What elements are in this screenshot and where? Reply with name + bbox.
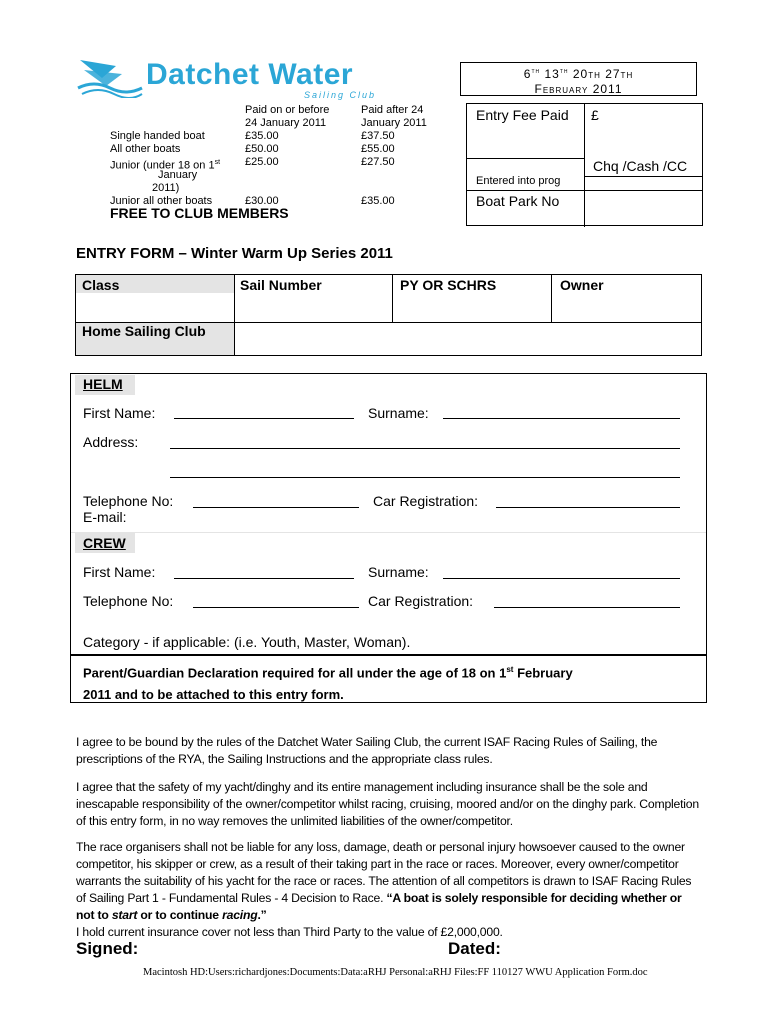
file-path-footer: Macintosh HD:Users:richardjones:Documents:Data:aRHJ Personal:aRHJ Files:FF 110127 WWU Application Form.doc [143, 967, 648, 978]
payment-method: Chq /Cash /CC [593, 158, 688, 174]
entry-fee-label: Entry Fee Paid [476, 107, 569, 123]
form-title: ENTRY FORM – Winter Warm Up Series 2011 [76, 245, 393, 262]
py-input[interactable] [394, 294, 550, 321]
helm-first-name-label: First Name: [83, 405, 156, 421]
agreement-paragraph-3: The race organisers shall not be liable for any loss, damage, death or personal injury howsoever caused to the owner competitor, his skipper or crew, as a result of their taking part in the race or races. Moreover, every owner/competitor warrants the suitability of his yacht for the race or races. The attention of all competitors is drawn to ISAF Racing Rules of Sailing Part 1 - Fundamental Rules - 4 Decision to Race. “A boat is solely responsible for deciding whether or not to start or to continue racing.” I hold current insurance cover not less than Third Party to the value of £2,000,000. [76, 840, 692, 939]
parent-declaration: Parent/Guardian Declaration required for all under the age of 18 on 1st February 2011 and to be attached to this entry form. [83, 665, 573, 703]
owner-input[interactable] [553, 294, 700, 321]
crew-telephone-field[interactable] [193, 607, 359, 608]
crew-surname-label: Surname: [368, 564, 429, 580]
boat-grid [75, 274, 702, 356]
free-to-members: FREE TO CLUB MEMBERS [110, 205, 289, 221]
helm-address-label: Address: [83, 434, 139, 450]
dated-label: Dated: [448, 939, 501, 958]
club-logo [76, 56, 144, 103]
fee-value: £35.00 [361, 195, 395, 207]
crew-car-field[interactable] [494, 607, 680, 608]
crew-heading: CREW [83, 535, 126, 551]
logo-name: Datchet Water [146, 58, 354, 91]
category-text: Category - if applicable: (i.e. Youth, Master, Woman). [83, 634, 411, 650]
helm-address-line1[interactable] [170, 448, 680, 449]
helm-first-name-field[interactable] [174, 418, 354, 419]
fee-value: £27.50 [361, 156, 395, 168]
helm-car-field[interactable] [496, 507, 680, 508]
entered-into-prog: Entered into prog [476, 175, 561, 187]
fee-junior-cont: January [158, 169, 198, 181]
fee-row-other: All other boats [110, 143, 181, 155]
boat-park-label: Boat Park No [476, 193, 560, 209]
fee-header-before: Paid on or before 24 January 2011 [245, 104, 330, 129]
fee-value: £37.50 [361, 130, 395, 142]
owner-header: Owner [560, 277, 604, 293]
fee-value: £25.00 [245, 156, 279, 168]
crew-telephone-label: Telephone No: [83, 593, 174, 609]
helm-address-line2[interactable] [170, 477, 680, 478]
fee-value: £55.00 [361, 143, 395, 155]
helm-surname-field[interactable] [443, 418, 680, 419]
fee-header-after: Paid after 24 January 2011 [361, 104, 427, 129]
sail-number-input[interactable] [236, 294, 391, 321]
fee-value: £35.00 [245, 130, 279, 142]
helm-heading: HELM [83, 376, 123, 392]
agreement-paragraph-1: I agree to be bound by the rules of the Datchet Water Sailing Club, the current ISAF Racing Rules of Sailing, the prescriptions of the RYA, the Sailing Instructions and the appropriate class rules. [76, 735, 658, 766]
crew-car-label: Car Registration: [368, 593, 474, 609]
fee-junior-cont: 2011) [152, 182, 180, 194]
logo-subtitle: Sailing Club [304, 90, 377, 100]
helm-telephone-field[interactable] [193, 507, 359, 508]
sail-number-header: Sail Number [240, 277, 322, 293]
office-use-box [466, 103, 703, 226]
crew-first-name-field[interactable] [174, 578, 354, 579]
helm-email-label: E-mail: [83, 509, 127, 525]
helm-telephone-label: Telephone No: [83, 493, 174, 509]
agreement-paragraph-2: I agree that the safety of my yacht/dinghy and its entire management including insurance shall be the sole and inescapable responsibility of the owner/competitor whilst racing, cruising, moored and/or on the dinghy park. Completion of this entry form, in no way removes the unlimited liabilities of the owner/competitor. [76, 780, 699, 828]
signed-label: Signed: [76, 939, 139, 958]
crew-surname-field[interactable] [443, 578, 680, 579]
home-club-label: Home Sailing Club [82, 323, 206, 339]
crew-first-name-label: First Name: [83, 564, 156, 580]
fee-row-junior: Junior (under 18 on 1st [110, 159, 221, 172]
helm-surname-label: Surname: [368, 405, 429, 421]
class-input[interactable] [77, 294, 233, 321]
helm-car-label: Car Registration: [373, 493, 479, 509]
py-header: PY OR SCHRS [400, 277, 497, 293]
fee-row-single: Single handed boat [110, 130, 205, 142]
fee-row-junior-other: Junior all other boats [110, 195, 213, 207]
home-club-input[interactable] [236, 324, 700, 354]
series-dates: 6th 13th 20th 27th February 2011 [460, 62, 697, 96]
class-header: Class [82, 277, 120, 293]
pound-sign: £ [591, 107, 599, 123]
fee-value: £50.00 [245, 143, 279, 155]
fee-value: £30.00 [245, 195, 279, 207]
sail-flag-icon [76, 56, 144, 98]
